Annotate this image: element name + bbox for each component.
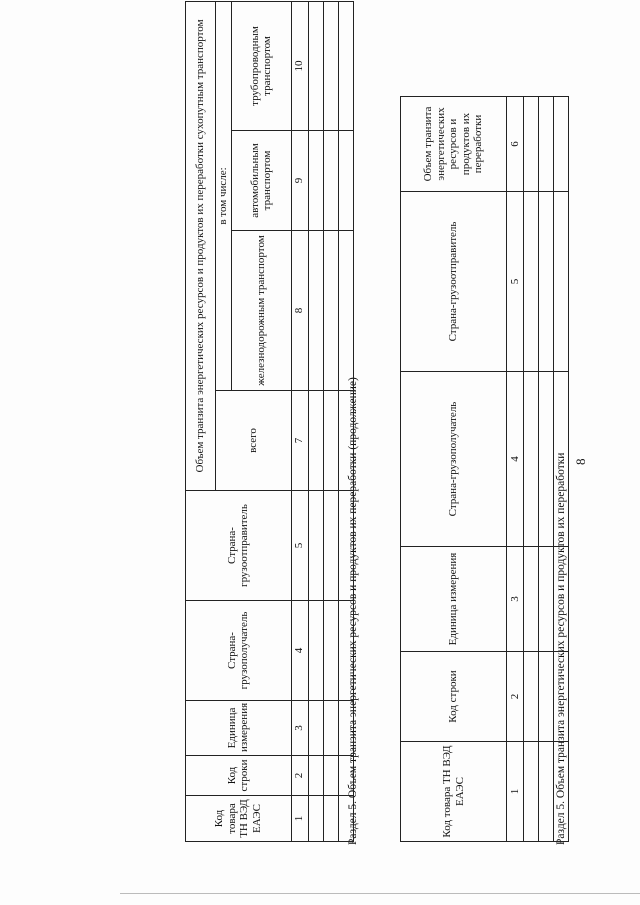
table-section5 [400,96,569,842]
t2-colnum: 3 [291,701,308,756]
t2-colnum: 10 [291,1,308,130]
t1-colnum: 6 [507,97,524,192]
table-row [554,97,569,842]
table-row [524,97,539,842]
table2-number-row [291,1,308,841]
t2-colnum: 9 [291,131,308,231]
t2-colnum: 2 [291,756,308,796]
table1-header-row [401,97,507,842]
t1-header-volume: Объем транзита энергетических ресурсов и продуктов их переработки [401,97,507,192]
t2-header-shipper: Страна-грузоотправитель [186,491,292,601]
table-row [338,1,353,841]
table2-caption: Раздел 5. Объем транзита энергетических ресурсов и продуктов их переработки (продолжение) [347,377,359,845]
t1-colnum: 3 [507,547,524,652]
table-row [323,1,338,841]
t2-colnum: 5 [291,491,308,601]
table-section5-continued [185,1,354,842]
t1-colnum: 4 [507,372,524,547]
scan-edge-line [120,893,640,894]
t2-header-rail: железнодорожным транспортом [231,231,291,391]
t2-header-consignee: Страна-грузополучатель [186,601,292,701]
t1-header-consignee: Страна-грузополучатель [401,372,507,547]
t2-colnum: 8 [291,231,308,391]
t2-header-code: Код товара ТН ВЭД ЕАЭС [186,796,292,842]
table1-number-row [507,97,524,842]
t1-header-code: Код товара ТН ВЭД ЕАЭС [401,742,507,842]
t1-header-row-code: Код строки [401,652,507,742]
table-row [539,97,554,842]
t2-header-road: автомобильным транспортом [231,131,291,231]
t2-header-volume: Объем транзита энергетических ресурсов и продуктов их переработки сухопутным транспортом [186,1,216,490]
t2-header-row-code: Код строки [186,756,292,796]
t1-header-shipper: Страна-грузоотправитель [401,192,507,372]
t1-colnum: 1 [507,742,524,842]
t2-header-pipeline: трубопроводным транспортом [231,1,291,130]
table-row [308,1,323,841]
t2-header-including: в том числе: [216,1,232,390]
t2-header-total: всего [216,391,292,491]
t2-colnum: 7 [291,391,308,491]
t2-colnum: 4 [291,601,308,701]
t2-header-unit: Единица измерения [186,701,292,756]
t2-colnum: 1 [291,796,308,842]
page-number: 8 [573,458,588,465]
t1-colnum: 5 [507,192,524,372]
table2-header-row1 [186,1,216,841]
t1-colnum: 2 [507,652,524,742]
table1-caption: Раздел 5. Объем транзита энергетических ресурсов и продуктов их переработки [555,452,567,845]
t1-header-unit: Единица измерения [401,547,507,652]
